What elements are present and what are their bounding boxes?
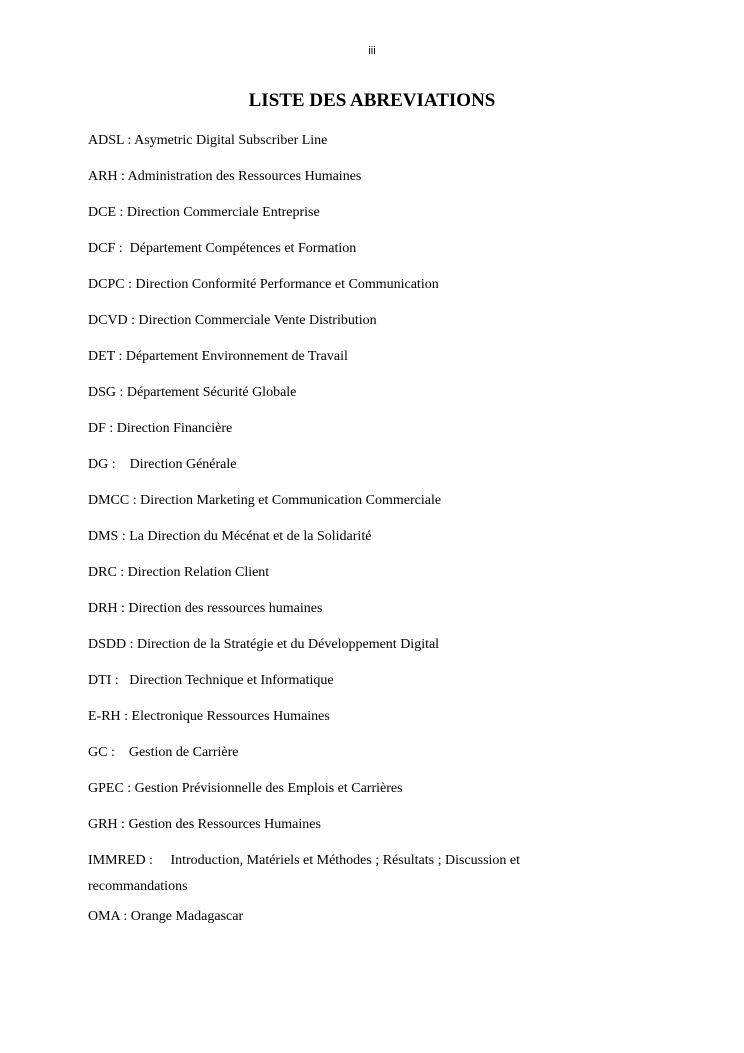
abbreviation-item: GRH : Gestion des Ressources Humaines — [88, 817, 321, 832]
abbreviation-item: ARH : Administration des Ressources Humaines — [88, 169, 362, 184]
abbreviation-item: IMMRED : Introduction, Matériels et Méthodes ; Résultats ; Discussion et recommandations — [88, 853, 524, 894]
page-title: LISTE DES ABREVIATIONS — [248, 90, 496, 111]
abbreviation-item: DG : Direction Générale — [88, 457, 237, 472]
abbreviation-item: GC : Gestion de Carrière — [88, 745, 239, 760]
abbreviation-item: DSDD : Direction de la Stratégie et du Développement Digital — [88, 637, 440, 652]
abbreviation-item: DCPC : Direction Conformité Performance et Communication — [88, 277, 439, 292]
abbreviation-item: ADSL : Asymetric Digital Subscriber Line — [88, 133, 328, 148]
abbreviation-item: DMS : La Direction du Mécénat et de la Solidarité — [88, 529, 372, 544]
abbreviation-item: E-RH : Electronique Ressources Humaines — [88, 709, 330, 724]
abbreviation-item: DTI : Direction Technique et Informatique — [88, 673, 334, 688]
abbreviation-item: DF : Direction Financière — [88, 421, 233, 436]
abbreviation-item: OMA : Orange Madagascar — [88, 909, 244, 924]
abbreviation-item: DET : Département Environnement de Travail — [88, 349, 348, 364]
abbreviation-item: GPEC : Gestion Prévisionnelle des Emplois et Carrières — [88, 781, 403, 796]
abbreviation-item: DCVD : Direction Commerciale Vente Distribution — [88, 313, 377, 328]
page-number: iii — [368, 45, 376, 57]
abbreviation-item: DMCC : Direction Marketing et Communication Commerciale — [88, 493, 442, 508]
abbreviation-item: DCF : Département Compétences et Formation — [88, 241, 357, 256]
abbreviation-list — [88, 131, 568, 943]
abbreviation-item: DSG : Département Sécurité Globale — [88, 385, 297, 400]
abbreviation-item: DCE : Direction Commerciale Entreprise — [88, 205, 320, 220]
abbreviation-item: DRC : Direction Relation Client — [88, 565, 270, 580]
abbreviation-item: DRH : Direction des ressources humaines — [88, 601, 323, 616]
